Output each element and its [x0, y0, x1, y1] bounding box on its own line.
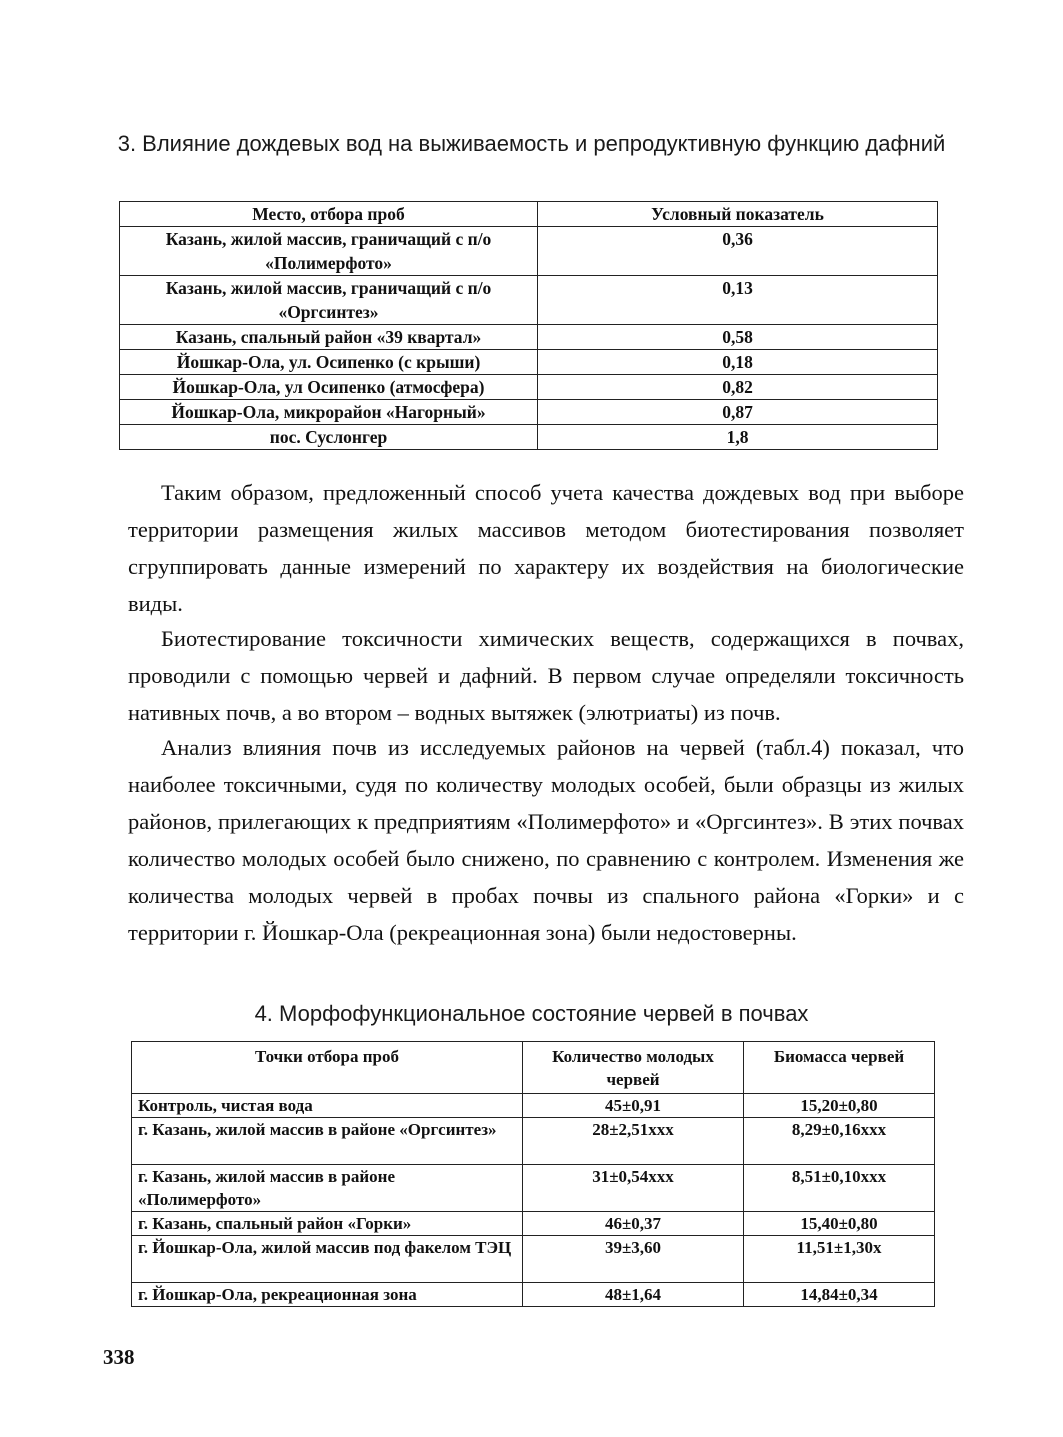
table4-caption: 4. Морфофункциональное состояние червей в почвах	[254, 1001, 809, 1026]
table4-biomass-cell: 8,29±0,16ххх	[744, 1118, 935, 1165]
table4-header-points: Точки отбора проб	[132, 1042, 523, 1094]
table3-value-cell: 0,36	[538, 227, 938, 276]
table-row	[120, 425, 938, 450]
table3-value-cell: 1,8	[538, 425, 938, 450]
table-row	[120, 325, 938, 350]
table3-value-cell: 0,87	[538, 400, 938, 425]
table4-biomass-cell: 11,51±1,30х	[744, 1236, 935, 1283]
table4-header-biomass: Биомасса червей	[744, 1042, 935, 1094]
table3-location-cell: Казань, жилой массив, граничащий с п/о «Полимерфото»	[120, 227, 538, 276]
table3-header-location: Место, отбора проб	[120, 202, 538, 227]
paragraph: Анализ влияния почв из исследуемых районов на червей (табл.4) показал, что наиболее токсичными, судя по количеству молодых особей, были образцы из жилых районов, прилегающих к предприятиям «Полимерфото» и «Оргсинтез». В этих почвах количество молодых особей было снижено, по сравнению с контролем. Изменения же количества молодых червей в пробах почвы из спального района «Горки» и с территории г. Йошкар-Ола (рекреационная зона) были недостоверны.	[128, 735, 964, 945]
table-row	[132, 1212, 935, 1236]
table-row	[120, 400, 938, 425]
table-row	[132, 1283, 935, 1307]
table-row	[132, 1165, 935, 1212]
table3-header-index: Условный показатель	[538, 202, 938, 227]
table3-location-cell: Казань, спальный район «39 квартал»	[120, 325, 538, 350]
table4-count-cell: 28±2,51ххх	[523, 1118, 744, 1165]
paragraph: Таким образом, предложенный способ учета качества дождевых вод при выборе территории размещения жилых массивов методом биотестирования позволяет сгруппировать данные измерений по характеру их воздействия на биологические виды.	[128, 480, 964, 616]
table3-location-cell: пос. Суслонгер	[120, 425, 538, 450]
table4-biomass-cell: 14,84±0,34	[744, 1283, 935, 1307]
table-row	[120, 375, 938, 400]
table3-value-cell: 0,58	[538, 325, 938, 350]
table3-location-cell: Йошкар-Ола, ул Осипенко (атмосфера)	[120, 375, 538, 400]
table4-count-cell: 31±0,54ххх	[523, 1165, 744, 1212]
table-row	[132, 1236, 935, 1283]
page-number: 338	[103, 1345, 135, 1369]
table3	[119, 201, 938, 450]
paragraph: Биотестирование токсичности химических веществ, содержащихся в почвах, проводили с помощью червей и дафний. В первом случае определяли токсичность нативных почв, а во втором – водных вытяжек (элютриаты) из почв.	[128, 626, 964, 725]
table-row	[132, 1118, 935, 1165]
table-row	[120, 227, 938, 276]
table-row	[120, 276, 938, 325]
table4-header-count: Количество молодых червей	[523, 1042, 744, 1094]
table3-location-cell: Казань, жилой массив, граничащий с п/о «Оргсинтез»	[120, 276, 538, 325]
table4-count-cell: 39±3,60	[523, 1236, 744, 1283]
table4-biomass-cell: 8,51±0,10ххх	[744, 1165, 935, 1212]
table3-value-cell: 0,13	[538, 276, 938, 325]
table-row	[132, 1094, 935, 1118]
table4-biomass-cell: 15,40±0,80	[744, 1212, 935, 1236]
table3-location-cell: Йошкар-Ола, ул. Осипенко (с крыши)	[120, 350, 538, 375]
table4-count-cell: 48±1,64	[523, 1283, 744, 1307]
table4-point-cell: г. Казань, жилой массив в районе «Оргсинтез»	[132, 1118, 523, 1165]
table4-point-cell: г. Казань, спальный район «Горки»	[132, 1212, 523, 1236]
table4-point-cell: г. Казань, жилой массив в районе «Полимерфото»	[132, 1165, 523, 1212]
table4-point-cell: г. Йошкар-Ола, рекреационная зона	[132, 1283, 523, 1307]
table4-point-cell: Контроль, чистая вода	[132, 1094, 523, 1118]
table3-caption: 3. Влияние дождевых вод на выживаемость и репродуктивную функцию дафний	[117, 131, 946, 156]
table3-location-cell: Йошкар-Ола, микрорайон «Нагорный»	[120, 400, 538, 425]
table3-value-cell: 0,18	[538, 350, 938, 375]
table4-point-cell: г. Йошкар-Ола, жилой массив под факелом ТЭЦ	[132, 1236, 523, 1283]
table4-biomass-cell: 15,20±0,80	[744, 1094, 935, 1118]
table4	[131, 1041, 935, 1307]
table-row	[120, 350, 938, 375]
table4-count-cell: 46±0,37	[523, 1212, 744, 1236]
table3-value-cell: 0,82	[538, 375, 938, 400]
table4-count-cell: 45±0,91	[523, 1094, 744, 1118]
